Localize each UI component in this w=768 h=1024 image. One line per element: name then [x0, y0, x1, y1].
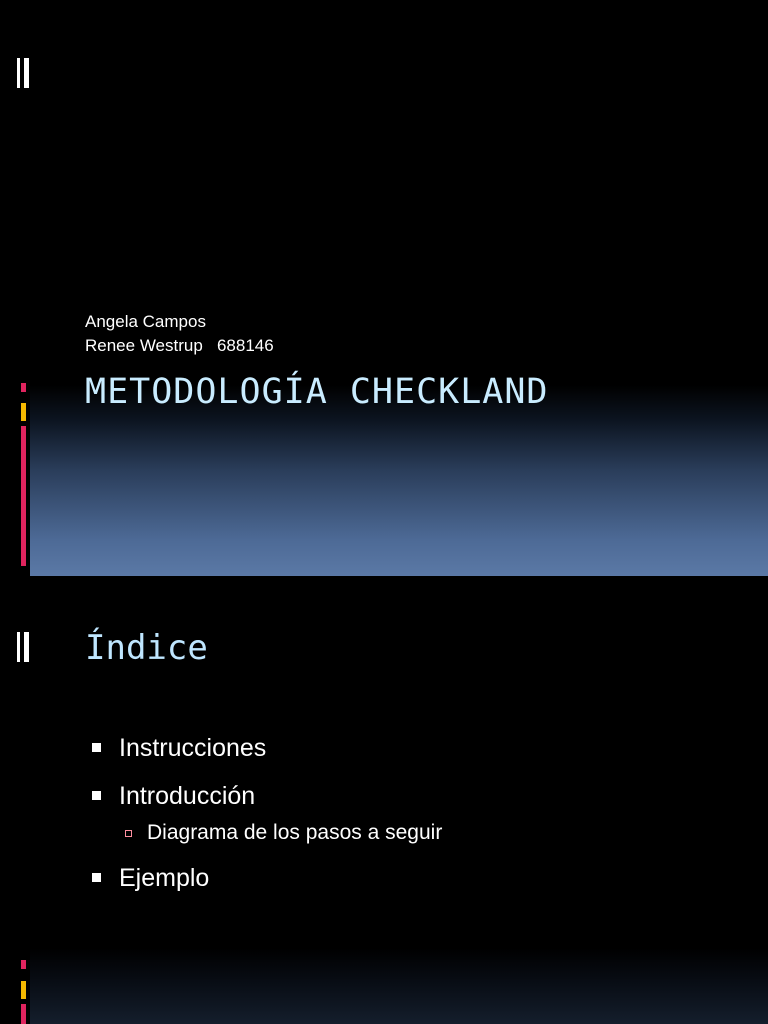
- bracket-mark: [24, 58, 29, 88]
- slide-3-partial: [30, 948, 768, 1024]
- accent-bar: [21, 1004, 26, 1024]
- accent-square: [21, 383, 26, 392]
- index-list: [92, 730, 442, 908]
- slide-2: [30, 576, 768, 948]
- accent-bar: [21, 426, 26, 566]
- bracket-mark: [24, 632, 29, 662]
- list-item: Instrucciones: [92, 730, 442, 766]
- slide-1: [30, 0, 768, 576]
- slide-1-authors: [85, 310, 274, 358]
- author-line-2: Renee Westrup 688146: [85, 336, 274, 355]
- bracket-mark: [17, 632, 20, 662]
- sub-list: [119, 818, 442, 848]
- accent-square: [21, 960, 26, 969]
- bracket-mark: [17, 58, 20, 88]
- accent-square: [21, 403, 26, 421]
- slide-2-title: Índice: [85, 628, 208, 668]
- slide-1-title: METODOLOGÍA CHECKLAND: [85, 372, 549, 412]
- list-item: Introducción Diagrama de los pasos a seguir: [92, 778, 442, 848]
- accent-square: [21, 981, 26, 999]
- author-line-1: Angela Campos: [85, 312, 206, 331]
- list-item: Ejemplo: [92, 860, 442, 896]
- sub-list-item: Diagrama de los pasos a seguir: [119, 818, 442, 848]
